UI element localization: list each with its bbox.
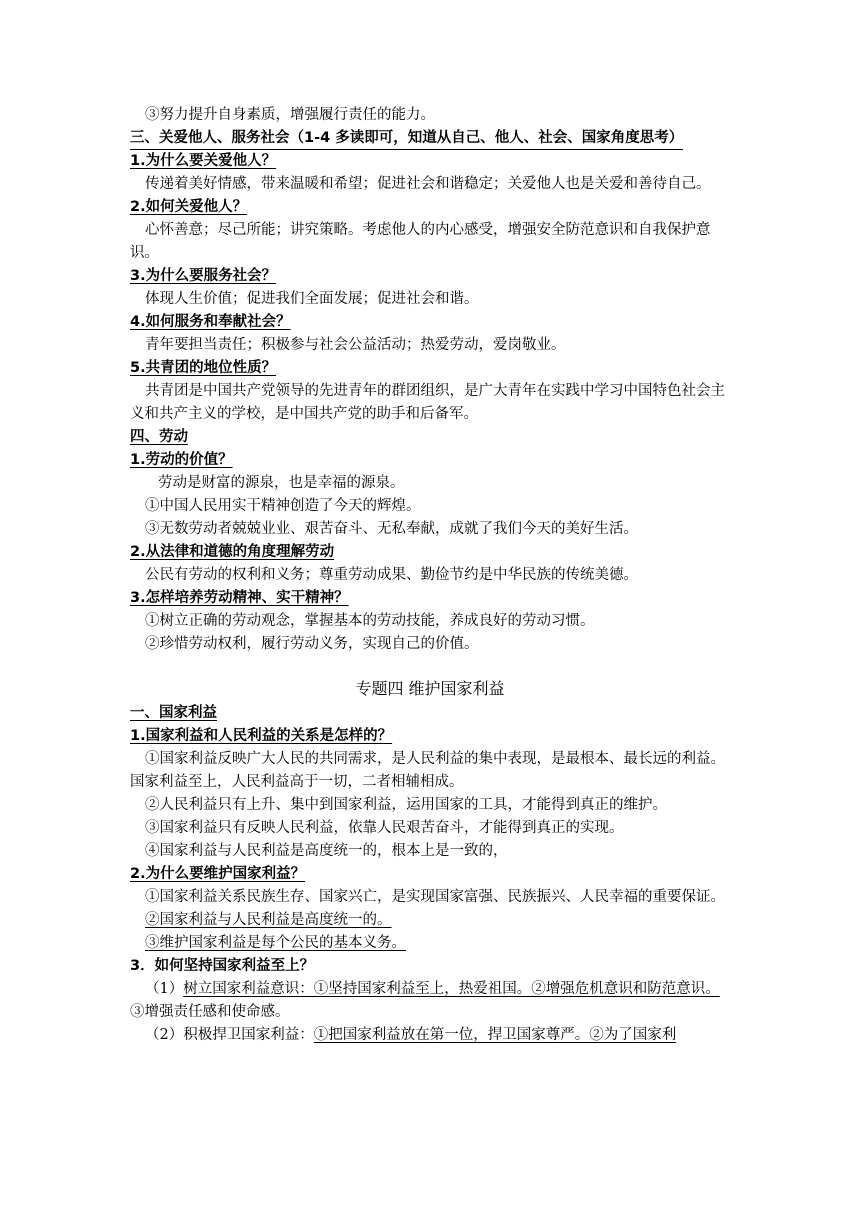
- answer-line: ④国家利益与人民利益是高度统一的，根本上是一致的，: [145, 843, 508, 859]
- answer-line: 劳动是财富的源泉，也是幸福的源泉。: [158, 475, 405, 491]
- question-heading: 2.如何关爱他人？: [130, 199, 248, 215]
- underlined-answer: ②国家利益与人民利益是高度统一的。: [145, 912, 392, 928]
- answer-paragraph: 共青团是中国共产党领导的先进青年的群团组织，是广大青年在实践中学习中国特色社会主义和共产主义的学校，是中国共产党的助手和后备军。: [130, 383, 725, 422]
- question-heading: 1.国家利益和人民利益的关系是怎样的？: [130, 728, 393, 744]
- question-heading: 2.为什么要维护国家利益？: [130, 866, 306, 882]
- topic-title: 专题四 维护国家利益: [355, 679, 505, 698]
- answer-paragraph: [130, 978, 730, 1024]
- document-body: [130, 104, 730, 1047]
- answer-paragraph: ①国家利益反映广大人民的共同需求，是人民利益的集中表现，是最根本、最长远的利益。国家利益至上，人民利益高于一切，二者相辅相成。: [130, 751, 725, 790]
- answer-line: 青年要担当责任；积极参与社会公益活动；热爱劳动，爱岗敬业。: [145, 337, 566, 353]
- answer-line: ①树立正确的劳动观念，掌握基本的劳动技能，养成良好的劳动习惯。: [145, 613, 595, 629]
- question-heading: 1.劳动的价值？: [130, 452, 233, 468]
- item-number: （1）: [145, 981, 184, 997]
- answer-paragraph: 心怀善意；尽己所能；讲究策略。考虑他人的内心感受，增强安全防范意识和自我保护意识。: [130, 222, 711, 261]
- answer-line: 公民有劳动的权利和义务；尊重劳动成果、勤俭节约是中华民族的传统美德。: [145, 567, 638, 583]
- answer-paragraph: 传递着美好情感，带来温暖和希望；促进社会和谐稳定；关爱他人也是关爱和善待自己。: [145, 176, 711, 192]
- answer-line: 体现人生价值；促进我们全面发展；促进社会和谐。: [145, 291, 479, 307]
- question-heading: 1.为什么要关爱他人？: [130, 153, 277, 169]
- answer-paragraph: ①国家利益关系民族生存、国家兴亡，是实现国家富强、民族振兴、人民幸福的重要保证。: [145, 889, 725, 905]
- answer-line: ②珍惜劳动权利，履行劳动义务，实现自己的价值。: [145, 636, 479, 652]
- question-heading: 3.怎样培养劳动精神、实干精神？: [130, 590, 349, 606]
- underlined-answer: ①把国家利益放在第一位，捍卫国家尊严。②为了国家利: [313, 1027, 677, 1043]
- answer-line: ②人民利益只有上升、集中到国家利益，运用国家的工具，才能得到真正的维护。: [145, 797, 667, 813]
- section-heading-4: 四、劳动: [130, 429, 188, 445]
- question-heading: 3．如何坚持国家利益至上？: [130, 958, 315, 974]
- item-lead: （2）积极捍卫国家利益：: [145, 1027, 314, 1043]
- answer-line: [130, 932, 730, 955]
- section-heading-1: 一、国家利益: [130, 705, 217, 721]
- question-heading: 5.共青团的地位性质？: [130, 360, 277, 376]
- text-line: ③努力提升自身素质，增强履行责任的能力。: [145, 107, 435, 123]
- answer-line: ③无数劳动者兢兢业业、艰苦奋斗、无私奉献，成就了我们今天的美好生活。: [145, 521, 638, 537]
- underlined-answer: ③维护国家利益是每个公民的基本义务。: [145, 935, 406, 951]
- question-heading: 3.为什么要服务社会？: [130, 268, 277, 284]
- underlined-answer: 树立国家利益意识：①坚持国家利益至上，热爱祖国。②增强危机意识和防范意识。: [183, 981, 720, 997]
- question-heading: 2.从法律和道德的角度理解劳动: [130, 544, 335, 560]
- answer-tail: ③增强责任感和使命感。: [130, 1004, 290, 1020]
- section-heading-3-text: 三、关爱他人、服务社会（1-4 多读即可，知道从自己、他人、社会、国家角度思考）: [130, 128, 683, 150]
- answer-line: [130, 1024, 730, 1047]
- answer-line: ③国家利益只有反映人民利益，依靠人民艰苦奋斗，才能得到真正的实现。: [145, 820, 624, 836]
- answer-line: ①中国人民用实干精神创造了今天的辉煌。: [145, 498, 421, 514]
- answer-line: [130, 909, 730, 932]
- section-heading-3: [130, 127, 730, 150]
- question-heading: 4.如何服务和奉献社会？: [130, 314, 291, 330]
